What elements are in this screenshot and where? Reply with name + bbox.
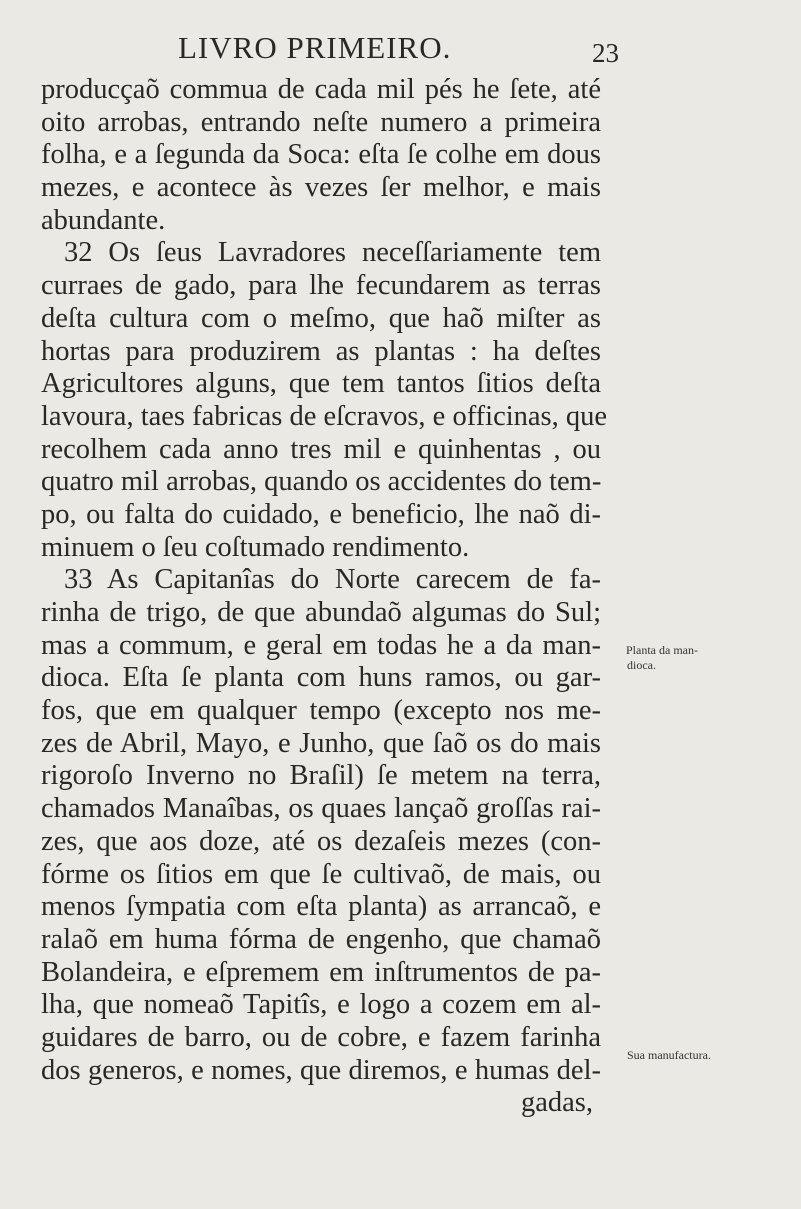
body-text [41, 74, 608, 1120]
text-line: quatro mil arrobas, quando os accidentes do tem- [41, 466, 602, 498]
text-line: fos, que em qualquer tempo (excepto nos me- [41, 695, 601, 727]
text-line: mezes, e acontece às vezes ſer melhor, e mais [41, 172, 601, 204]
text-line: po, ou falta do cuidado, e beneficio, lhe naõ di- [41, 498, 601, 530]
text-line: menos ſympatia com eſta planta) as arrancaõ, e [41, 891, 601, 923]
page-number: 23 [592, 38, 619, 68]
text-line: guidares de barro, ou de cobre, e fazem farinha [41, 1021, 601, 1053]
page-header [0, 10, 801, 70]
text-line: rinha de trigo, de que abundaõ algumas do Sul; [41, 597, 601, 628]
text-line: minuem o ſeu coſtumado rendimento. [41, 531, 470, 563]
text-line: abundante. [41, 204, 166, 236]
paragraph-32-start: 32 Os ſeus Lavradores neceſſariamente tem [64, 237, 601, 269]
margin-note-mandioca-cont: dioca. [627, 658, 656, 672]
text-line: Agricultores alguns, que tem tantos ſitios deſta [41, 368, 601, 400]
catchword: gadas, [520, 1087, 593, 1119]
text-line: chamados Manaîbas, os quaes lançaõ groſſas rai- [41, 793, 601, 825]
text-line: Bolandeira, e eſpremem em inſtrumentos de pa- [41, 956, 601, 988]
text-line: dioca. Eſta ſe planta com huns ramos, ou gar- [41, 662, 601, 694]
text-line: dos generos, e nomes, que diremos, e humas del- [41, 1054, 601, 1086]
text-line: lavoura, taes fabricas de eſcravos, e officinas, que [41, 400, 608, 432]
text-line: producçaõ commua de cada mil pés he ſete, até [41, 74, 601, 105]
margin-note-mandioca: Planta da man- [626, 643, 698, 657]
text-line: hortas para produzirem as plantas : ha deſtes [41, 335, 601, 367]
margin-note-manufactura: Sua manufactura. [627, 1048, 711, 1062]
text-line: zes, que aos doze, até os dezaſeis mezes (con- [41, 825, 601, 857]
text-line: fórme os ſitios em que ſe cultivaõ, de mais, ou [41, 858, 601, 890]
text-line: curraes de gado, para lhe fecundarem as terras [41, 270, 601, 302]
text-line: recolhem cada anno tres mil e quinhentas , ou [41, 433, 601, 465]
text-line: lha, que nomeaõ Tapitîs, e logo a cozem em al- [41, 989, 601, 1021]
text-line: rigoroſo Inverno no Braſil) ſe metem na terra, [41, 760, 601, 792]
text-line: folha, e a ſegunda da Soca: eſta ſe colhe em dous [41, 139, 601, 171]
text-line: oito arrobas, entrando neſte numero a primeira [41, 106, 601, 138]
running-title: LIVRO PRIMEIRO. [178, 30, 452, 65]
text-line: deſta cultura com o meſmo, que haõ miſter as [41, 302, 601, 334]
text-line: ralaõ em huma fórma de engenho, que chamaõ [41, 923, 601, 955]
paragraph-33-start: 33 As Capitanîas do Norte carecem de fa- [64, 564, 601, 596]
text-line: mas a commum, e geral em todas he a da man- [41, 629, 601, 661]
text-line: zes de Abril, Mayo, e Junho, que ſaõ os do mais [41, 727, 601, 759]
